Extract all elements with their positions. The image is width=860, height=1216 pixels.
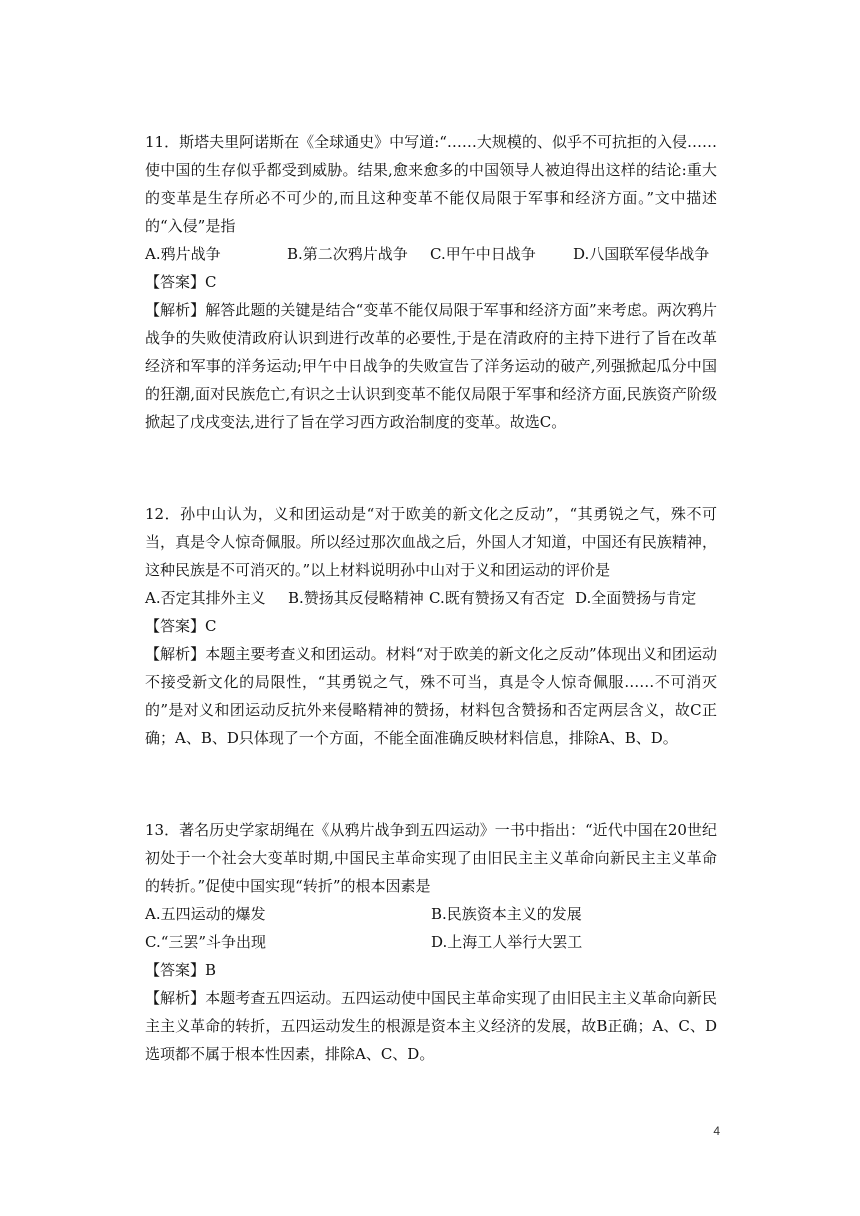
options-row xyxy=(145,240,717,268)
answer-tag: 【答案】 xyxy=(145,961,206,979)
option-d: D.上海工人举行大罢工 xyxy=(431,933,583,951)
option-c: C.既有赞扬又有否定 xyxy=(429,589,565,607)
analysis-text: 解答此题的关键是结合“变革不能仅局限于军事和经济方面”来考虑。两次鸦片战争的失败使清政府认识到进行改革的必要性,于是在清政府的主持下进行了旨在改革经济和军事的洋务运动;甲午中日战争的失败宣告了洋务运动的破产,列强掀起瓜分中国的狂潮,面对民族危亡,有识之士认识到变革不能仅局限于军事和经济方面,民族资产阶级掀起了戊戌变法,进行了旨在学习西方政治制度的变革。故选C。 xyxy=(145,301,717,431)
option-b: B.第二次鸦片战争 xyxy=(287,245,408,263)
answer-line xyxy=(145,268,717,296)
answer-value: B xyxy=(205,961,217,979)
answer-line xyxy=(145,956,717,984)
answer-tag: 【答案】 xyxy=(145,273,206,291)
analysis-tag: 【解析】 xyxy=(145,301,206,319)
question-stem: 12．孙中山认为，义和团运动是“对于欧美的新文化之反动”，“其勇锐之气，殊不可当，真是令人惊奇佩服。所以经过那次血战之后，外国人才知道，中国还有民族精神，这种民族是不可消灭的。”以上材料说明孙中山对于义和团运动的评价是 xyxy=(145,505,717,579)
answer-value: C xyxy=(205,617,217,635)
spacer xyxy=(145,436,717,500)
answer-tag: 【答案】 xyxy=(145,617,206,635)
question-13 xyxy=(145,816,717,1068)
analysis-text: 本题考查五四运动。五四运动使中国民主革命实现了由旧民主主义革命向新民主主义革命的转折，五四运动发生的根源是资本主义经济的发展，故B正确；A、C、D选项都不属于根本性因素，排除A、C、D。 xyxy=(145,989,717,1063)
option-a: A.否定其排外主义 xyxy=(145,589,266,607)
answer-value: C xyxy=(205,273,217,291)
option-a: A.鸦片战争 xyxy=(145,245,221,263)
question-stem: 11．斯塔夫里阿诺斯在《全球通史》中写道:“……大规模的、似乎不可抗拒的入侵……使中国的生存似乎都受到威胁。结果,愈来愈多的中国领导人被迫得出这样的结论:重大的变革是生存所必不可少的,而且这种变革不能仅局限于军事和经济方面。”文中描述的“入侵”是指 xyxy=(145,133,717,235)
option-b: B.民族资本主义的发展 xyxy=(431,905,582,923)
option-d: D.全面赞扬与肯定 xyxy=(575,589,697,607)
page-number: 4 xyxy=(713,1124,720,1138)
option-b: B.赞扬其反侵略精神 xyxy=(288,589,424,607)
answer-line xyxy=(145,612,717,640)
analysis xyxy=(145,984,717,1068)
option-c: C.甲午中日战争 xyxy=(430,245,536,263)
options-row xyxy=(145,584,717,612)
options-grid xyxy=(145,900,717,956)
analysis xyxy=(145,296,717,436)
option-c: C.“三罢”斗争出现 xyxy=(145,933,267,951)
spacer xyxy=(145,752,717,816)
option-d: D.八国联军侵华战争 xyxy=(573,245,710,263)
analysis-text: 本题主要考查义和团运动。材料“对于欧美的新文化之反动”体现出义和团运动不接受新文化的局限性，“其勇锐之气，殊不可当，真是令人惊奇佩服……不可消灭的”是对义和团运动反抗外来侵略精神的赞扬，材料包含赞扬和否定两层含义，故C正确；A、B、D只体现了一个方面，不能全面准确反映材料信息，排除A、B、D。 xyxy=(145,645,717,747)
analysis-tag: 【解析】 xyxy=(145,645,206,663)
question-11 xyxy=(145,128,717,436)
analysis-tag: 【解析】 xyxy=(145,989,206,1007)
option-a: A.五四运动的爆发 xyxy=(145,905,266,923)
page-content xyxy=(145,128,717,1068)
question-stem: 13．著名历史学家胡绳在《从鸦片战争到五四运动》一书中指出：“近代中国在20世纪初处于一个社会大变革时期,中国民主革命实现了由旧民主主义革命向新民主主义革命的转折。”促使中国实现“转折”的根本因素是 xyxy=(145,821,717,895)
analysis xyxy=(145,640,717,752)
question-12 xyxy=(145,500,717,752)
